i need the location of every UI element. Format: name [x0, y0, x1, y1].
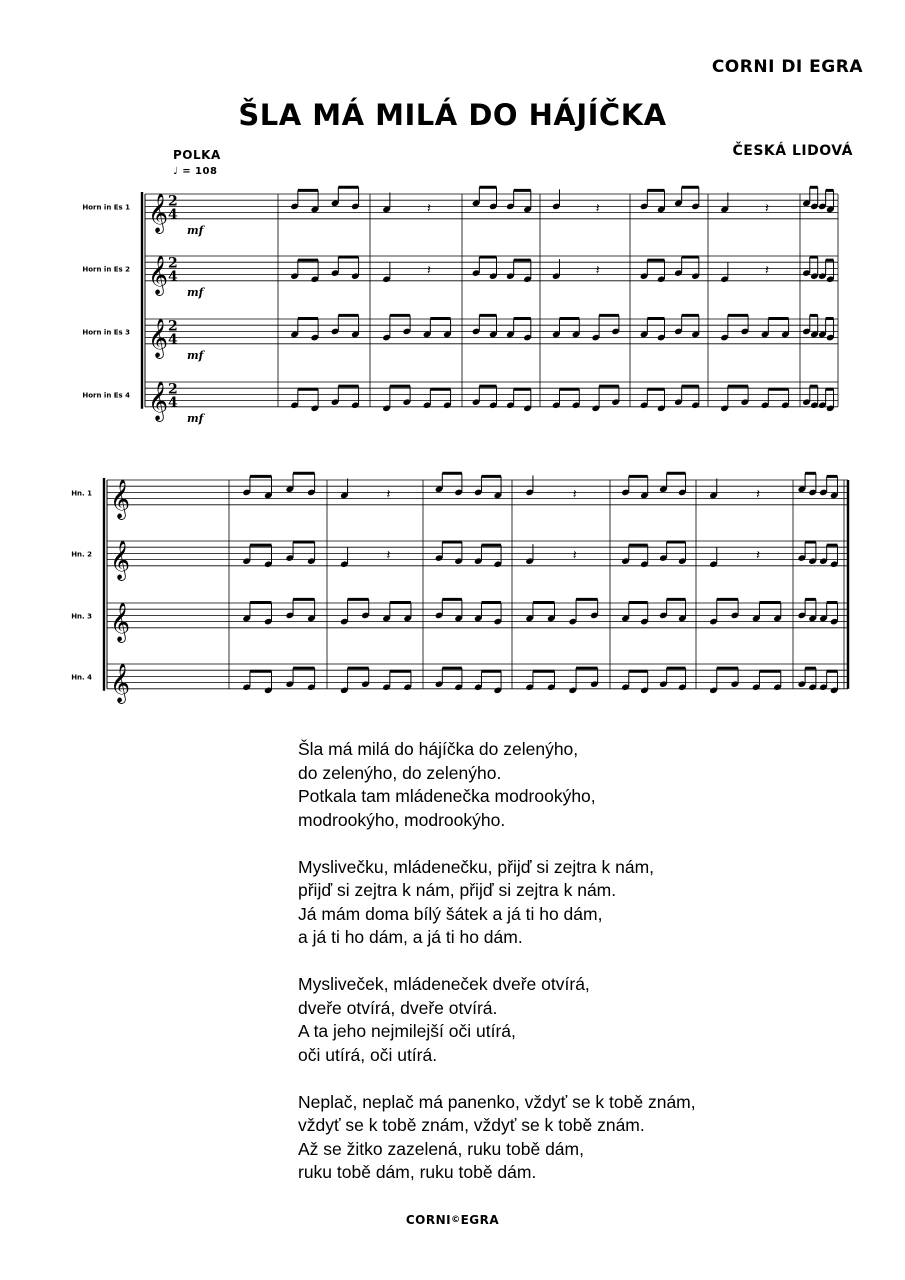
lyrics-stanza [298, 973, 696, 1067]
part-name: Horn in Es 2 [82, 265, 130, 274]
footer-right: EGRA [460, 1213, 500, 1227]
lyric-line: do zelenýho, do zelenýho. [298, 762, 502, 783]
time-signature-top: 2 [168, 381, 178, 398]
treble-clef-icon: 𝄞 [148, 254, 169, 295]
lyric-line: Já mám doma bílý šátek a já ti ho dám, [298, 903, 603, 924]
part-name: Hn. 1 [71, 489, 92, 498]
lyric-line: oči utírá, oči utírá. [298, 1044, 438, 1065]
rest-icon: 𝄽 [765, 201, 770, 217]
footer-copyright [0, 1213, 905, 1227]
treble-clef-icon: 𝄞 [110, 478, 131, 519]
lyrics-block [298, 738, 696, 1208]
lyric-line: dveře otvírá, dveře otvírá. [298, 997, 498, 1018]
lyrics-stanza [298, 738, 696, 832]
rest-icon: 𝄽 [756, 548, 761, 564]
rest-icon: 𝄽 [595, 263, 600, 279]
lyric-line: Myslivečku, mládenečku, přijď si zejtra k nám, [298, 856, 655, 877]
time-signature-bottom: 4 [168, 206, 178, 223]
footer-left: CORNI [405, 1213, 452, 1227]
part-name: Hn. 3 [71, 612, 92, 621]
lyric-line: Až se žitko zazelená, ruku tobě dám, [298, 1138, 584, 1159]
lyric-line: A ta jeho nejmilejší oči utírá, [298, 1021, 516, 1041]
rest-icon: 𝄽 [572, 548, 577, 564]
lyrics-stanza [298, 856, 696, 950]
lyric-line: Mysliveček, mládeneček dveře otvírá, [298, 974, 590, 994]
tempo-marking: ♩ = 108 [173, 166, 218, 177]
part-name: Horn in Es 3 [82, 328, 130, 337]
dynamic-marking: mf [187, 285, 204, 299]
rest-icon: 𝄽 [427, 263, 432, 279]
time-signature-top: 2 [168, 193, 178, 210]
treble-clef-icon: 𝄞 [110, 539, 131, 580]
lyric-line: vždyť se k tobě znám, vždyť se k tobě znám. [298, 1115, 645, 1135]
lyric-line: modrookýho, modrookýho. [298, 809, 506, 830]
time-signature-top: 2 [168, 318, 178, 335]
copyright-icon: © [451, 1215, 461, 1225]
rest-icon: 𝄽 [386, 548, 391, 564]
rest-icon: 𝄽 [427, 201, 432, 217]
treble-clef-icon: 𝄞 [110, 601, 131, 642]
treble-clef-icon: 𝄞 [110, 662, 131, 703]
part-name: Horn in Es 4 [82, 391, 130, 400]
rest-icon: 𝄽 [572, 487, 577, 503]
treble-clef-icon: 𝄞 [148, 317, 169, 358]
lyric-line: Neplač, neplač má panenko, vždyť se k tobě znám, [298, 1091, 696, 1112]
lyric-line: Potkala tam mládenečka modrookýho, [298, 786, 596, 806]
time-signature-bottom: 4 [168, 331, 178, 348]
rest-icon: 𝄽 [756, 487, 761, 503]
part-name: Hn. 4 [71, 673, 92, 682]
time-signature-top: 2 [168, 255, 178, 272]
composer-credit: ČESKÁ LIDOVÁ [732, 143, 853, 159]
time-signature-bottom: 4 [168, 394, 178, 411]
treble-clef-icon: 𝄞 [148, 192, 169, 233]
lyric-line: přijď si zejtra k nám, přijď si zejtra k nám. [298, 880, 617, 900]
dynamic-marking: mf [187, 223, 204, 237]
dynamic-marking: mf [187, 348, 204, 362]
part-name: Horn in Es 1 [82, 203, 130, 212]
lyrics-stanza [298, 1091, 696, 1185]
tempo-word: POLKA [173, 148, 221, 162]
rest-icon: 𝄽 [386, 487, 391, 503]
lyric-line: Šla má milá do hájíčka do zelenýho, [298, 739, 579, 759]
time-signature-bottom: 4 [168, 268, 178, 285]
part-name: Hn. 2 [71, 550, 92, 559]
publisher-name: CORNI DI EGRA [711, 57, 863, 77]
dynamic-marking: mf [187, 411, 204, 425]
rest-icon: 𝄽 [765, 263, 770, 279]
treble-clef-icon: 𝄞 [148, 380, 169, 421]
rest-icon: 𝄽 [595, 201, 600, 217]
song-title: ŠLA MÁ MILÁ DO HÁJÍČKA [238, 98, 667, 132]
lyric-line: ruku tobě dám, ruku tobě dám. [298, 1162, 537, 1182]
lyric-line: a já ti ho dám, a já ti ho dám. [298, 927, 523, 947]
